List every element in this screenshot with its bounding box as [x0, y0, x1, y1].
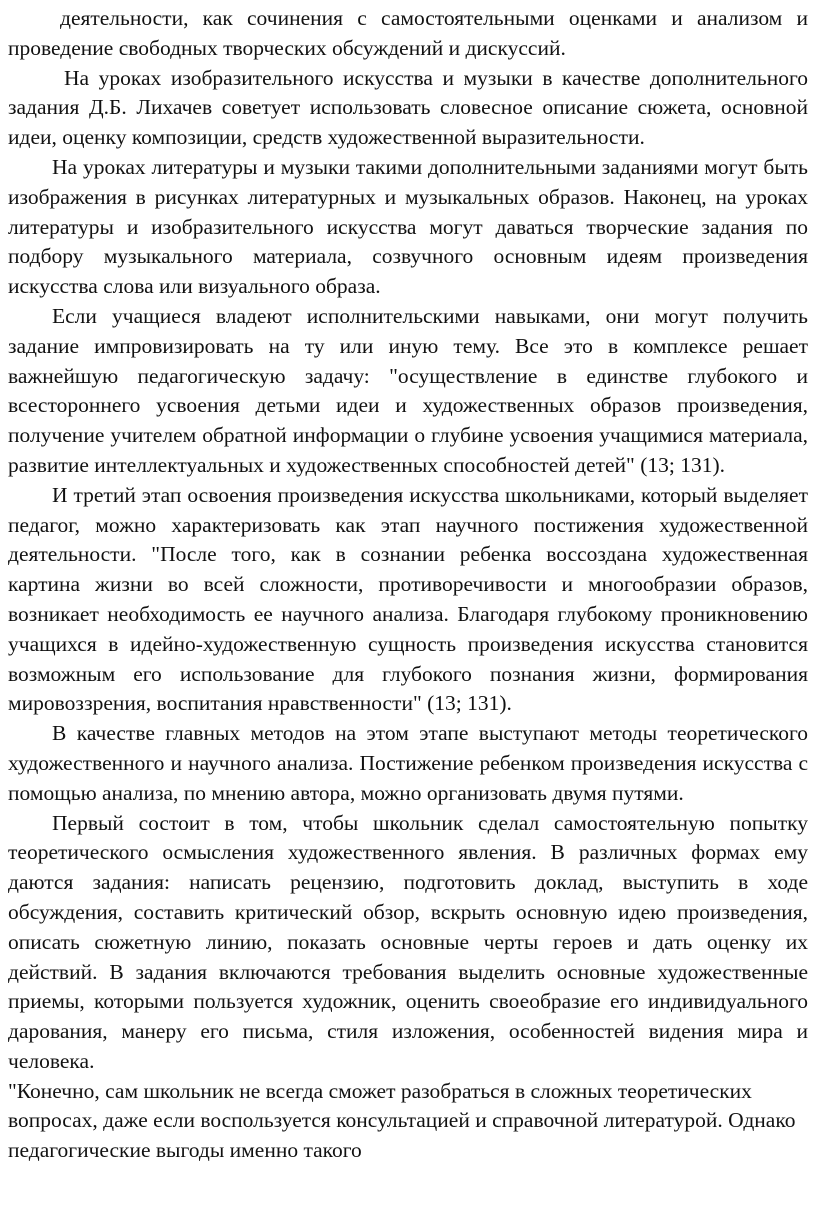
paragraph-6: В качестве главных методов на этом этапе выступают методы теоретического художественного и научного анализа. Постижение ребенком произведения искусства с помощью анализа, по мнению автора, можно организовать двумя путями.: [8, 721, 808, 805]
paragraph-1: деятельности, как сочинения с самостоятельными оценками и анализом и проведение свободных творческих обсуждений и дискуссий.: [8, 6, 808, 60]
paragraph-3: На уроках литературы и музыки такими дополнительными заданиями могут быть изображения в рисунках литературных и музыкальных образов. Наконец, на уроках литературы и изобразительного искусства могут даваться творческие задания по подбору музыкального материала, созвучного основным идеям произведения искусства слова или визуального образа.: [8, 154, 808, 299]
paragraph-5: И третий этап освоения произведения искусства школьниками, который выделяет педагог, можно характеризовать как этап научного постижения художественной деятельности. "После того, как в сознании ребенка воссоздана художественная картина жизни во всей сложности, противоречивости и многообразии образов, возникает необходимость ее научного анализа. Благодаря глубокому проникновению учащихся в идейно-художественную сущность произведения искусства становится возможным его использование для глубокого познания жизни, формирования мировоззрения, воспитания нравственности" (13; 131).: [8, 482, 808, 716]
paragraph-7: Первый состоит в том, чтобы школьник сделал самостоятельную попытку теоретического осмысления художественного явления. В различных формах ему даются задания: написать рецензию, подготовить доклад, выступить в ходе обсуждения, составить критический обзор, вскрыть основную идею произведения, описать сюжетную линию, показать основные черты героев и дать оценку их действий. В задания включаются требования выделить основные художественные приемы, которыми пользуется художник, оценить своеобразие его индивидуального дарования, манеру его письма, стиля изложения, особенностей видения мира и человека.: [8, 810, 808, 1073]
paragraph-4: Если учащиеся владеют исполнительскими навыками, они могут получить задание импровизировать на ту или иную тему. Все это в комплексе решает важнейшую педагогическую задачу: "осуществление в единстве глубокого и всестороннего усвоения детьми идеи и художественных образов произведения, получение учителем обратной информации о глубине усвоения учащимися материала, развитие интеллектуальных и художественных способностей детей" (13; 131).: [8, 303, 808, 477]
paragraph-2: На уроках изобразительного искусства и музыки в качестве дополнительного задания Д.Б. Лихачев советует использовать словесное описание сюжета, основной идеи, оценку композиции, средств художественной выразительности.: [8, 65, 808, 150]
paragraph-8: "Конечно, сам школьник не всегда сможет разобраться в сложных теоретических вопросах, даже если воспользуется консультацией и справочной литературой. Однако педагогические выгоды именно такого: [8, 1078, 796, 1163]
